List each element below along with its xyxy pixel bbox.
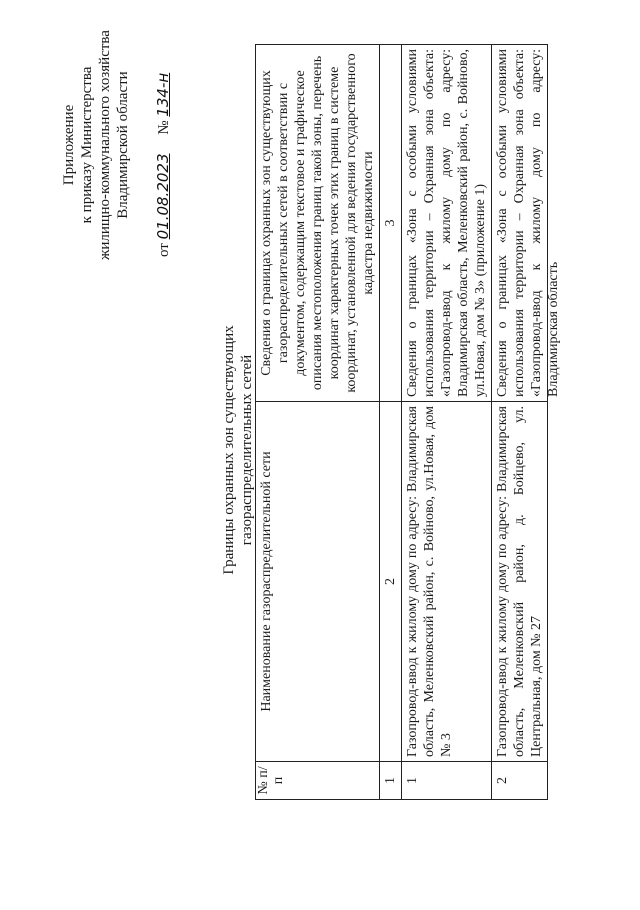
row-number: 1: [402, 762, 492, 800]
table-row: [402, 45, 492, 800]
header-name: Наименование газораспределительной сети: [256, 402, 380, 762]
appendix-line-3: жилищно-коммунального хозяйства: [97, 30, 113, 260]
column-number-row: [380, 45, 402, 800]
row-number: 2: [492, 762, 548, 800]
order-number: 134-н: [154, 72, 172, 117]
title-line-1: Границы охранных зон существующих: [221, 325, 237, 575]
order-number-label: №: [156, 120, 172, 135]
order-reference: [154, 25, 173, 265]
row-network-name: Газопровод-ввод к жилому дому по адресу: Владимирская область, Меленковский район, д. Бойцево, ул. Центральная, дом № 27: [492, 402, 548, 762]
appendix-line-1: Приложение: [61, 104, 77, 186]
document-title: [220, 190, 256, 710]
column-number-3: 3: [380, 45, 402, 402]
table-header-row: [256, 45, 380, 800]
header-info: Сведения о границах охранных зон существующих газораспределительных сетей в соответствии с документом, содержащим текстовое и графическое описания местоположения границ такой зоны, перечень координат характерных точек этих границ в системе координат, установленной для ведения государственного кадастра недвижимости: [256, 45, 380, 402]
appendix-line-2: к приказу Министерства: [79, 66, 95, 224]
header-number: № п/п: [256, 762, 380, 800]
gas-network-zones-table: [255, 44, 561, 800]
order-date: 01.08.2023: [154, 153, 172, 240]
appendix-header: [60, 25, 173, 265]
title-line-2: газораспределительных сетей: [239, 354, 255, 546]
column-number-1: 1: [380, 762, 402, 800]
order-from-label: от: [156, 243, 172, 257]
table-row: [492, 45, 548, 800]
column-number-2: 2: [380, 402, 402, 762]
row-zone-info: Сведения о границах «Зона с особыми условиями использования территории – Охранная зона объекта: «Газопровод-ввод к жилому дому по адресу: Владимирская область: [495, 49, 561, 397]
row-network-name: Газопровод-ввод к жилому дому по адресу: Владимирская область, Меленковский район, с. Войново, ул.Новая, дом № 3: [402, 402, 492, 762]
row-zone-info: Сведения о границах «Зона с особыми условиями использования территории – Охранная зона объекта: «Газопровод-ввод к жилому дому по адресу: Владимирская область, Меленковский район, с. Войново, ул.Новая, дом № 3» (приложение 1): [402, 45, 492, 402]
appendix-line-4: Владимирской области: [115, 71, 131, 219]
